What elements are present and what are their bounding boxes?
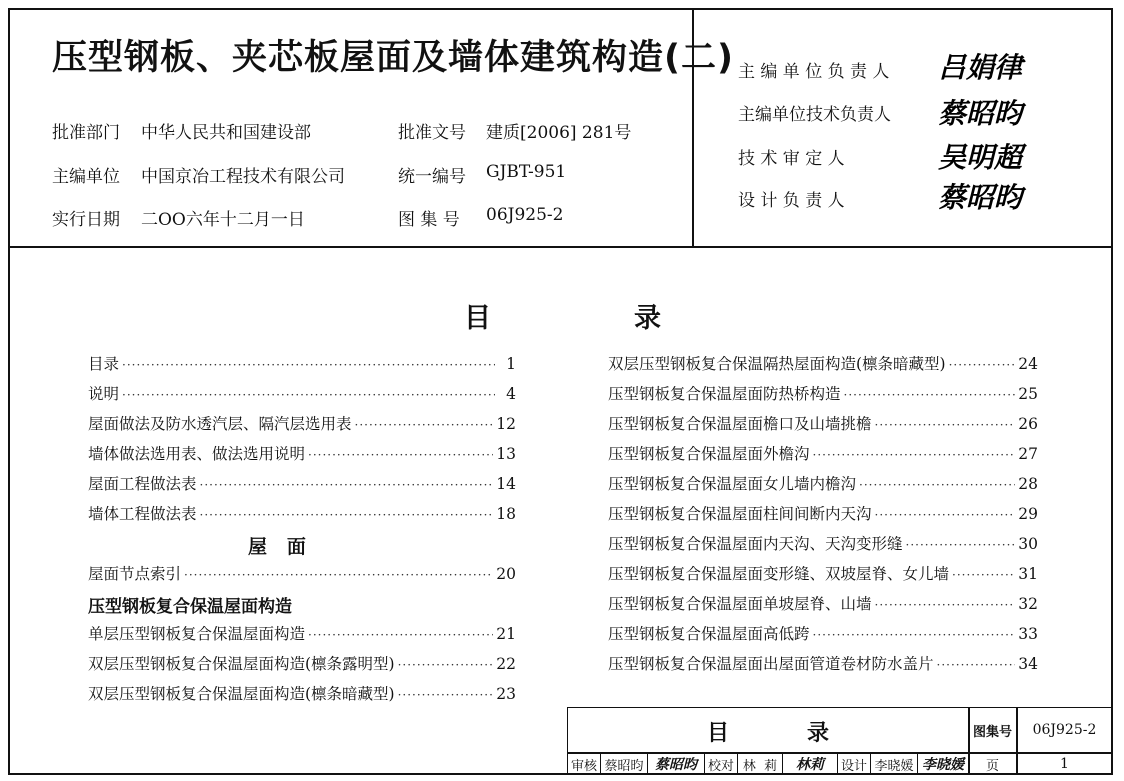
toc-entry-page: 18 [496, 505, 516, 523]
handwritten-signature: 吕娟律 [938, 51, 1023, 84]
leader-dots [875, 598, 1016, 612]
toc-entry-page: 22 [496, 655, 516, 673]
leader-dots [308, 448, 493, 462]
toc-entry-page: 28 [1018, 475, 1038, 493]
meta-value: 06J925-2 [486, 205, 564, 225]
leader-dots [937, 658, 1016, 672]
toc-entry-page: 4 [506, 385, 516, 403]
toc-entry[interactable] [88, 442, 516, 472]
toc-entry[interactable] [608, 622, 1038, 652]
atlas-number-value: 06J925-2 [1032, 722, 1097, 738]
leader-dots [875, 418, 1016, 432]
toc-entry-title: 屋面做法及防水透汽层、隔汽层选用表 [88, 415, 352, 433]
toc-entry-page: 29 [1018, 505, 1038, 523]
toc-entry-page: 33 [1018, 625, 1038, 643]
toc-entry-title: 目录 [88, 355, 120, 373]
checker-label: 校对 [705, 754, 738, 774]
handwritten-signature: 蔡昭昀 [938, 97, 1023, 130]
page-number: 1 [1060, 756, 1069, 772]
meta-value: 建质[2006] 281号 [486, 123, 632, 143]
checker-signature: 林莉 [783, 754, 838, 774]
leader-dots [859, 478, 1015, 492]
toc-entry[interactable] [88, 382, 516, 412]
signature-role: 技 术 审 定 人 [738, 149, 845, 169]
leader-dots [844, 388, 1016, 402]
section-heading: 屋 面 [248, 536, 306, 558]
leader-dots [949, 358, 1016, 372]
leader-dots [398, 688, 494, 702]
subsection-heading: 压型钢板复合保温屋面构造 [88, 597, 292, 617]
toc-entry-page: 25 [1018, 385, 1038, 403]
toc-entry-title: 压型钢板复合保温屋面外檐沟 [608, 445, 810, 463]
checker-name: 林 莉 [738, 754, 783, 774]
toc-entry[interactable] [88, 682, 516, 712]
toc-left-column [88, 352, 516, 712]
meta-label: 主编单位 [52, 167, 120, 187]
toc-entry-title: 压型钢板复合保温屋面女儿墙内檐沟 [608, 475, 857, 493]
toc-entry-title: 说明 [88, 385, 120, 403]
designer-name: 李晓媛 [871, 754, 918, 774]
toc-entry-title: 屋面节点索引 [88, 565, 182, 583]
toc-entry-page: 27 [1018, 445, 1038, 463]
toc-entry-title: 单层压型钢板复合保温屋面构造 [88, 625, 306, 643]
toc-entry-title: 压型钢板复合保温屋面出屋面管道卷材防水盖片 [608, 655, 934, 673]
atlas-number-label: 图集号 [972, 724, 1012, 740]
leader-dots [355, 418, 494, 432]
leader-dots [184, 568, 493, 582]
toc-entry[interactable] [608, 352, 1038, 382]
toc-entry-title: 压型钢板复合保温屋面单坡屋脊、山墙 [608, 595, 872, 613]
toc-entry[interactable] [88, 412, 516, 442]
toc-heading-left: 目 [464, 303, 491, 334]
toc-entry-title: 压型钢板复合保温屋面内天沟、天沟变形缝 [608, 535, 903, 553]
header-divider [8, 246, 1113, 248]
toc-entry-page: 21 [496, 625, 516, 643]
leader-dots [813, 448, 1016, 462]
toc-entry[interactable] [608, 652, 1038, 682]
leader-dots [813, 628, 1016, 642]
signature-role: 主编单位技术负责人 [738, 105, 891, 125]
reviewer-label: 审核 [568, 754, 601, 774]
toc-entry[interactable] [88, 352, 516, 382]
toc-entry[interactable] [608, 472, 1038, 502]
toc-entry[interactable] [88, 622, 516, 652]
toc-entry-title: 压型钢板复合保温屋面高低跨 [608, 625, 810, 643]
toc-entry-title: 压型钢板复合保温屋面柱间间断内天沟 [608, 505, 872, 523]
toc-entry-page: 26 [1018, 415, 1038, 433]
title-block-name-left: 目 [706, 720, 729, 746]
page-label: 页 [985, 758, 999, 774]
toc-entry[interactable] [88, 652, 516, 682]
designer-signature: 李晓媛 [922, 757, 964, 773]
toc-entry-title: 双层压型钢板复合保温隔热屋面构造(檩条暗藏型) [608, 355, 946, 373]
title-block-name-right: 录 [806, 720, 829, 746]
handwritten-signature: 吴明超 [938, 141, 1023, 174]
toc-entry-page: 24 [1018, 355, 1038, 373]
toc-entry-page: 34 [1018, 655, 1038, 673]
toc-entry[interactable] [608, 502, 1038, 532]
leader-dots [875, 508, 1016, 522]
toc-entry-title: 压型钢板复合保温屋面檐口及山墙挑檐 [608, 415, 872, 433]
toc-entry-page: 30 [1018, 535, 1038, 553]
toc-heading-right: 录 [634, 303, 661, 334]
signature-role: 设 计 负 责 人 [738, 191, 845, 211]
toc-entry-page: 1 [506, 355, 516, 373]
toc-entry-page: 13 [496, 445, 516, 463]
reviewer-name: 蔡昭昀 [601, 754, 648, 774]
toc-entry-title: 墙体工程做法表 [88, 505, 197, 523]
meta-label: 批准文号 [398, 123, 466, 143]
toc-entry[interactable] [608, 532, 1038, 562]
toc-entry-page: 31 [1018, 565, 1038, 583]
meta-value: 中国京冶工程技术有限公司 [141, 167, 345, 187]
toc-entry-title: 屋面工程做法表 [88, 475, 197, 493]
toc-entry[interactable] [608, 442, 1038, 472]
leader-dots [122, 358, 495, 372]
meta-value: 中华人民共和国建设部 [141, 123, 311, 143]
title-block [567, 707, 1113, 775]
toc-entry-page: 23 [496, 685, 516, 703]
meta-label: 图 集 号 [398, 210, 460, 230]
toc-entry[interactable] [88, 502, 516, 532]
reviewer-signature: 蔡昭昀 [648, 754, 705, 774]
toc-entry[interactable] [608, 562, 1038, 592]
toc-entry[interactable] [608, 592, 1038, 622]
toc-entry[interactable] [608, 412, 1038, 442]
toc-entry-page: 14 [496, 475, 516, 493]
atlas-title: 压型钢板、夹芯板屋面及墙体建筑构造(二) [52, 38, 734, 78]
toc-entry[interactable] [88, 562, 516, 592]
meta-label: 批准部门 [52, 123, 120, 143]
toc-entry-title: 双层压型钢板复合保温屋面构造(檩条露明型) [88, 655, 395, 673]
toc-right-column [608, 352, 1038, 682]
signature-role: 主 编 单 位 负 责 人 [738, 62, 890, 82]
toc-entry-title: 压型钢板复合保温屋面防热桥构造 [608, 385, 841, 403]
meta-label: 实行日期 [52, 210, 120, 230]
leader-dots [398, 658, 494, 672]
toc-entry-page: 20 [496, 565, 516, 583]
toc-entry-page: 32 [1018, 595, 1038, 613]
handwritten-signature: 蔡昭昀 [938, 181, 1023, 214]
toc-entry-title: 双层压型钢板复合保温屋面构造(檩条暗藏型) [88, 685, 395, 703]
leader-dots [952, 568, 1015, 582]
leader-dots [200, 508, 494, 522]
meta-value: GJBT-951 [486, 162, 567, 182]
toc-entry-title: 墙体做法选用表、做法选用说明 [88, 445, 306, 463]
meta-label: 统一编号 [398, 167, 466, 187]
leader-dots [308, 628, 493, 642]
leader-dots [122, 388, 495, 402]
leader-dots [200, 478, 494, 492]
toc-entry[interactable] [608, 382, 1038, 412]
toc-entry-title: 压型钢板复合保温屋面变形缝、双坡屋脊、女儿墙 [608, 565, 950, 583]
leader-dots [906, 538, 1016, 552]
meta-value: 二OO六年十二月一日 [141, 210, 305, 230]
toc-entry[interactable] [88, 472, 516, 502]
designer-label: 设计 [838, 754, 871, 774]
toc-entry-page: 12 [496, 415, 516, 433]
